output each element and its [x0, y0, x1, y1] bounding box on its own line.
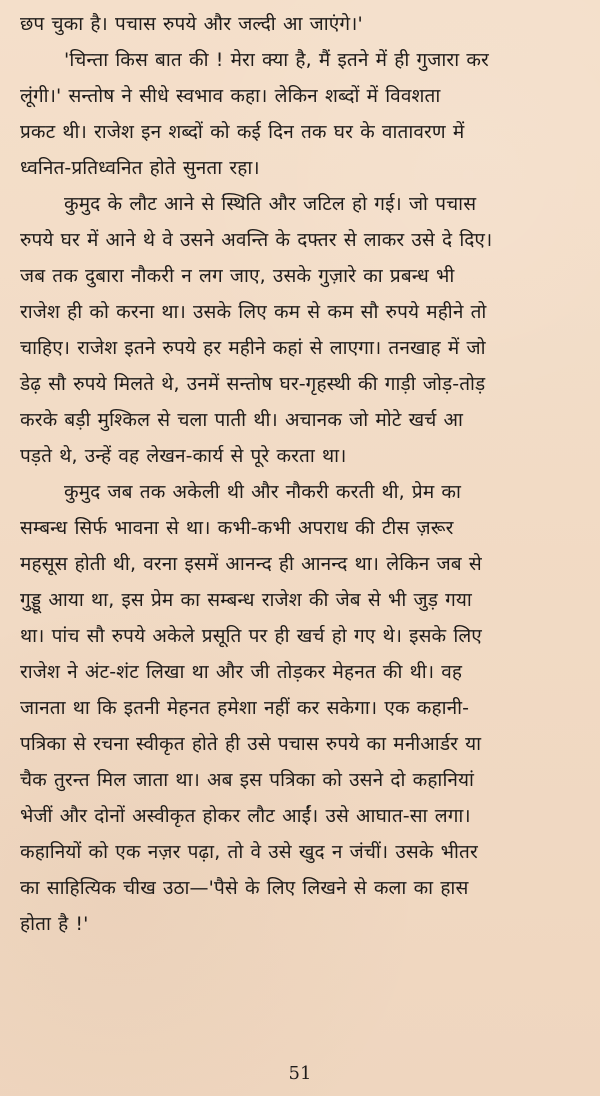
text-line: करके बड़ी मुश्किल से चला पाती थी। अचानक जो मोटे खर्च आ: [20, 409, 464, 431]
paragraph-4: [20, 474, 582, 942]
text-line: का साहित्यिक चीख उठा—'पैसे के लिए लिखने से कला का हास: [20, 877, 469, 899]
text-line: प्रकट थी। राजेश इन शब्दों को कई दिन तक घर के वातावरण में: [20, 121, 465, 143]
text-line: 'चिन्ता किस बात की ! मेरा क्या है, मैं इतने में ही गुजारा कर: [64, 49, 489, 71]
text-line: कुमुद के लौट आने से स्थिति और जटिल हो गई। जो पचास: [64, 193, 477, 215]
text-line: छप चुका है। पचास रुपये और जल्दी आ जाएंगे।': [20, 13, 363, 35]
text-line: पत्रिका से रचना स्वीकृत होते ही उसे पचास रुपये का मनीआर्डर या: [20, 733, 482, 755]
text-line: कहानियों को एक नज़र पढ़ा, तो वे उसे खुद न जंचीं। उसके भीतर: [20, 841, 478, 863]
text-line: जब तक दुबारा नौकरी न लग जाए, उसके गुज़ारे का प्रबन्ध भी: [20, 265, 455, 287]
text-line: चाहिए। राजेश इतने रुपये हर महीने कहां से लाएगा। तनखाह में जो: [20, 337, 486, 359]
page-number: 51: [288, 1063, 312, 1084]
text-line: राजेश ही को करना था। उसके लिए कम से कम सौ रुपये महीने तो: [20, 301, 487, 323]
text-line: डेढ़ सौ रुपये मिलते थे, उनमें सन्तोष घर-गृहस्थी की गाड़ी जोड़-तोड़: [20, 373, 486, 395]
text-line: होता है !': [20, 913, 89, 935]
paragraph-1: [20, 6, 582, 42]
text-line: चैक तुरन्त मिल जाता था। अब इस पत्रिका को उसने दो कहानियां: [20, 769, 475, 791]
paragraph-2: [20, 42, 582, 186]
paragraph-3: [20, 186, 582, 474]
text-line: भेजीं और दोनों अस्वीकृत होकर लौट आईं। उसे आघात-सा लगा।: [20, 805, 471, 827]
text-line: गुड्डू आया था, इस प्रेम का सम्बन्ध राजेश की जेब से भी जुड़ गया: [20, 589, 472, 611]
text-line: लूंगी।' सन्तोष ने सीधे स्वभाव कहा। लेकिन शब्दों में विवशता: [20, 85, 441, 107]
text-line: पड़ते थे, उन्हें वह लेखन-कार्य से पूरे करता था।: [20, 445, 347, 467]
text-line: राजेश ने अंट-शंट लिखा था और जी तोड़कर मेहनत की थी। वह: [20, 661, 463, 683]
text-line: महसूस होती थी, वरना इसमें आनन्द ही आनन्द था। लेकिन जब से: [20, 553, 482, 575]
text-line: सम्बन्ध सिर्फ भावना से था। कभी-कभी अपराध की टीस ज़रूर: [20, 517, 454, 539]
text-line: ध्वनित-प्रतिध्वनित होते सुनता रहा।: [20, 157, 260, 179]
text-line: कुमुद जब तक अकेली थी और नौकरी करती थी, प्रेम का: [64, 481, 462, 503]
text-line: था। पांच सौ रुपये अकेले प्रसूति पर ही खर्च हो गए थे। इसके लिए: [20, 625, 482, 647]
text-line: रुपये घर में आने थे वे उसने अवन्ति के दफ्तर से लाकर उसे दे दिए।: [20, 229, 493, 251]
text-line: जानता था कि इतनी मेहनत हमेशा नहीं कर सकेगा। एक कहानी-: [20, 697, 470, 719]
page-text: [20, 6, 582, 942]
